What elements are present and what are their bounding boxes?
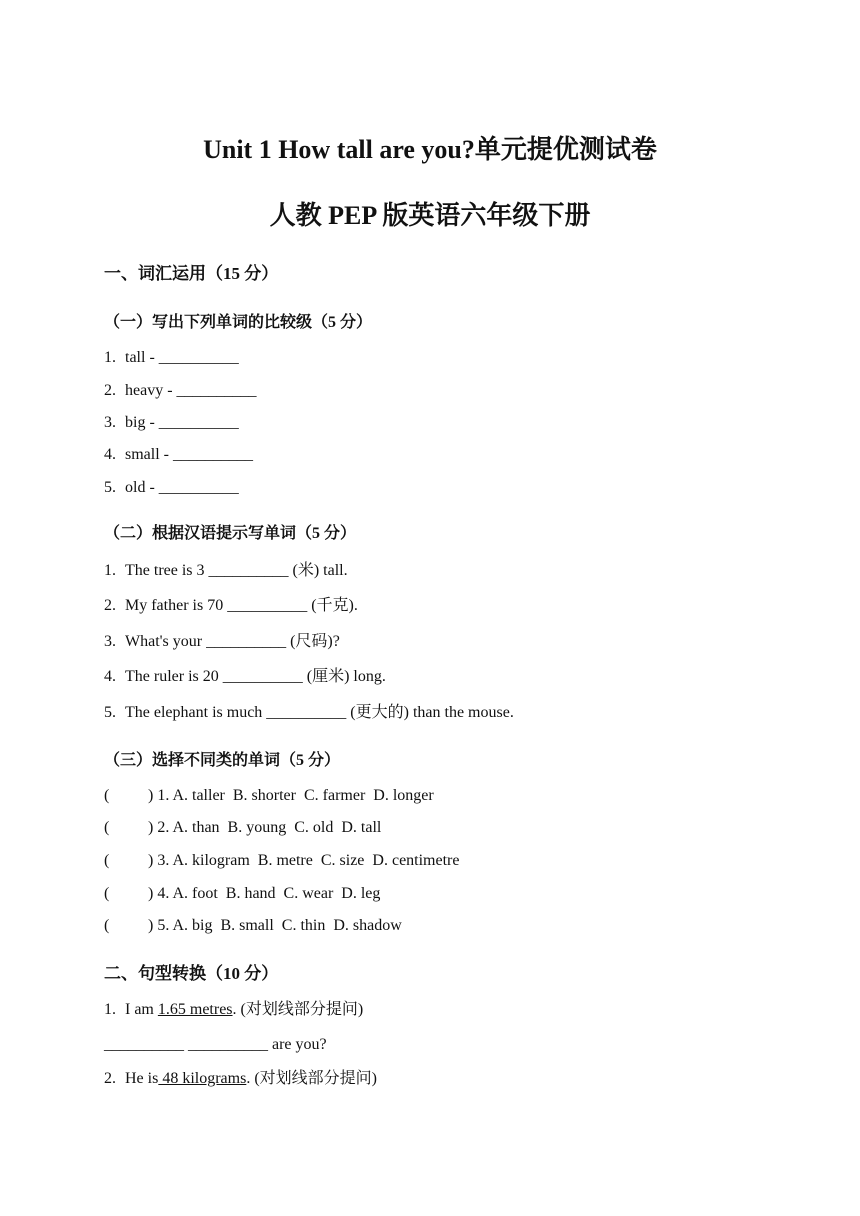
choice-text: ) 4. A. foot B. hand C. wear D. leg [148, 885, 381, 902]
part-2-heading: （二）根据汉语提示写单词（5 分） [104, 525, 357, 542]
choice-text: ) 5. A. big B. small C. thin D. shadow [148, 917, 402, 934]
question-item: 2. heavy - __________ [104, 382, 257, 399]
question-text: tall - __________ [125, 349, 239, 366]
answer-line: __________ __________ are you? [104, 1036, 327, 1053]
question-item: 3. What's your __________ (尺码)? [104, 633, 340, 650]
part-1-heading: （一）写出下列单词的比较级（5 分） [104, 314, 373, 331]
underlined-phrase: 48 kilograms [158, 1070, 247, 1087]
question-text: big - __________ [125, 414, 239, 431]
question-item: 3. big - __________ [104, 414, 239, 431]
question-text: heavy - __________ [125, 382, 257, 399]
answer-paren: ( [104, 787, 110, 804]
question-text: The elephant is much __________ (更大的) than the mouse. [125, 704, 514, 721]
question-text: My father is 70 __________ (千克). [125, 597, 358, 614]
question-item: 5. The elephant is much __________ (更大的) than the mouse. [104, 704, 514, 721]
choice-item [104, 850, 459, 872]
question-item: 1. I am 1.65 metres. (对划线部分提问) [104, 1001, 364, 1018]
answer-paren: ( [104, 885, 110, 902]
question-item: 4. The ruler is 20 __________ (厘米) long. [104, 668, 386, 685]
choice-text: ) 2. A. than B. young C. old D. tall [148, 819, 382, 836]
choice-item [104, 785, 434, 807]
question-text: What's your __________ (尺码)? [125, 633, 340, 650]
question-item: 1. tall - __________ [104, 349, 239, 366]
page-subtitle: 人教 PEP 版英语六年级下册 [269, 201, 591, 230]
part-3-heading: （三）选择不同类的单词（5 分） [104, 752, 341, 769]
page-title: Unit 1 How tall are you?单元提优测试卷 [203, 135, 657, 164]
choice-item [104, 915, 402, 937]
question-item: 1. The tree is 3 __________ (米) tall. [104, 562, 348, 579]
question-text: The ruler is 20 __________ (厘米) long. [125, 668, 386, 685]
question-item: 2. My father is 70 __________ (千克). [104, 597, 358, 614]
question-text: old - __________ [125, 479, 239, 496]
question-item: 2. He is 48 kilograms. (对划线部分提问) [104, 1070, 377, 1087]
underlined-phrase: 1.65 metres [157, 1001, 233, 1018]
question-item: 4. small - __________ [104, 446, 253, 463]
question-text: small - __________ [125, 446, 253, 463]
answer-paren: ( [104, 819, 110, 836]
answer-paren: ( [104, 917, 110, 934]
section-1-heading: 一、词汇运用（15 分） [104, 264, 279, 283]
section-2-heading: 二、句型转换（10 分） [104, 964, 279, 983]
question-text: The tree is 3 __________ (米) tall. [125, 562, 348, 579]
answer-paren: ( [104, 852, 110, 869]
choice-item [104, 817, 381, 839]
choice-text: ) 3. A. kilogram B. metre C. size D. centimetre [148, 852, 460, 869]
choice-item [104, 883, 380, 905]
choice-text: ) 1. A. taller B. shorter C. farmer D. longer [148, 787, 434, 804]
question-item: 5. old - __________ [104, 479, 239, 496]
